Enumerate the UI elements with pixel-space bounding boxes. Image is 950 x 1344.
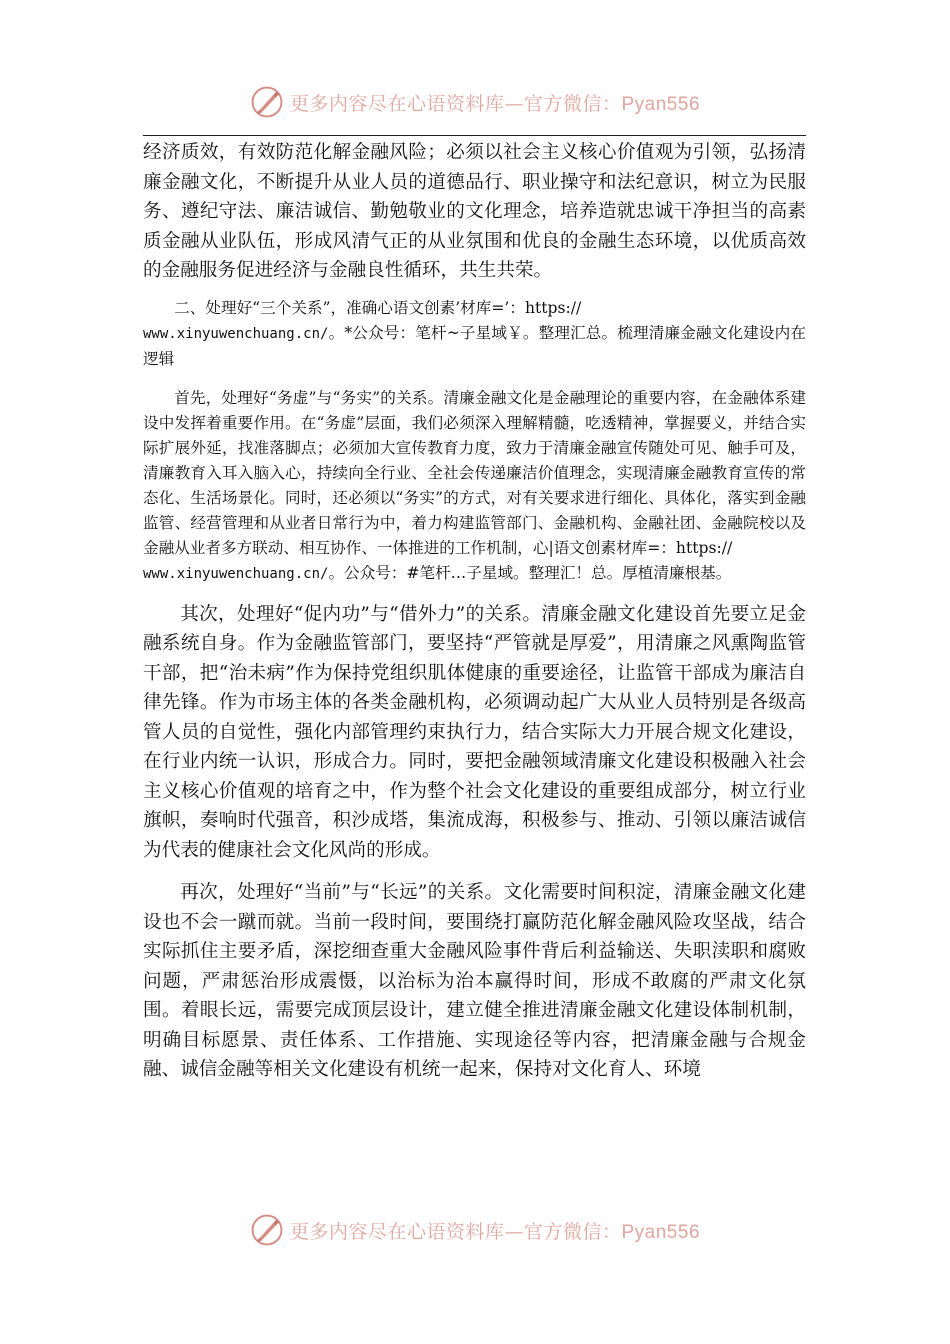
fountain-pen-logo-icon [250, 85, 284, 119]
paragraph-3: 首先，处理好“务虚”与“务实”的关系。清廉金融文化是金融理论的重要内容，在金融体系建设中发挥着重要作用。在“务虚”层面，我们必须深入理解精髓，吃透精神，掌握要义，并结合实际扩展外延，找准落脚点；必须加大宣传教育力度，致力于清廉金融宣传随处可见、触手可及，清廉教育入耳入脑入心，持续向全行业、全社会传递廉洁价值理念，实现清廉金融教育宣传的常态化、生活场景化。同时，还必须以“务实”的方式，对有关要求进行细化、具体化，落实到金融监管、经营管理和从业者日常行为中，着力构建监管部门、金融机构、金融社团、金融院校以及金融从业者多方联动、相互协作、一体推进的工作机制，心|语文创素材库=：https:// www.xinyuwenchuang.cn/。公众号：#笔杆…子星域。整理汇！总。厚植清廉根基。 [143, 388, 806, 582]
header-divider [143, 135, 806, 136]
paragraph-2-heading: 二、处理好“三个关系”，准确心语文创素’材库=’：https:// www.xinyuwenchuang.cn/。*公众号：笔杆~子星域￥。整理汇总。梳理清廉金融文化建设内在逻辑 [143, 298, 806, 368]
header-watermark [0, 80, 950, 124]
footer-watermark [0, 1208, 950, 1252]
paragraph-2-url: www.xinyuwenchuang.cn/ [143, 325, 329, 342]
document-body [143, 138, 806, 1085]
paragraph-5: 再次，处理好“当前”与“长远”的关系。文化需要时间积淀，清廉金融文化建设也不会一蹴而就。当前一段时间，要围绕打赢防范化解金融风险攻坚战，结合实际抓住主要矛盾，深挖细查重大金融风险事件背后利益输送、失职渎职和腐败问题，严肃惩治形成震慑，以治标为治本赢得时间，形成不敢腐的严肃文化氛围。着眼长远，需要完成顶层设计，建立健全推进清廉金融文化建设体制机制，明确目标愿景、责任体系、工作措施、实现途径等内容，把清廉金融与合规金融、诚信金融等相关文化建设有机统一起来，保持对文化育人、环境 [143, 882, 806, 1080]
paragraph-1: 经济质效，有效防范化解金融风险；必须以社会主义核心价值观为引领，弘扬清廉金融文化，不断提升从业人员的道德品行、职业操守和法纪意识，树立为民服务、遵纪守法、廉洁诚信、勤勉敬业的文化理念，培养造就忠诚干净担当的高素质金融从业队伍，形成风清气正的从业氛围和优良的金融生态环境，以优质高效的金融服务促进经济与金融良性循环，共生共荣。 [143, 142, 806, 281]
paragraph-3-url: www.xinyuwenchuang.cn/ [143, 565, 329, 582]
footer-watermark-text: 更多内容尽在心语资料库—官方微信：Pyan556 [289, 1220, 701, 1243]
fountain-pen-logo-icon [250, 1213, 284, 1247]
header-watermark-text: 更多内容尽在心语资料库—官方微信：Pyan556 [289, 92, 701, 115]
footer-wechat-id: Pyan556 [621, 1221, 701, 1243]
paragraph-4: 其次，处理好“促内功”与“借外力”的关系。清廉金融文化建设首先要立足金融系统自身。作为金融监管部门，要坚持“严管就是厚爱”，用清廉之风熏陶监管干部，把“治未病”作为保持党组织肌体健康的重要途径，让监管干部成为廉洁自律先锋。作为市场主体的各类金融机构，必须调动起广大从业人员特别是各级高管人员的自觉性，强化内部管理约束执行力，结合实际大力开展合规文化建设，在行业内统一认识，形成合力。同时，要把金融领域清廉文化建设积极融入社会主义核心价值观的培育之中，作为整个社会文化建设的重要组成部分，树立行业旗帜，奏响时代强音，积沙成塔，集流成海，积极参与、推动、引领以廉洁诚信为代表的健康社会文化风尚的形成。 [143, 603, 806, 861]
header-wechat-id: Pyan556 [621, 93, 701, 115]
